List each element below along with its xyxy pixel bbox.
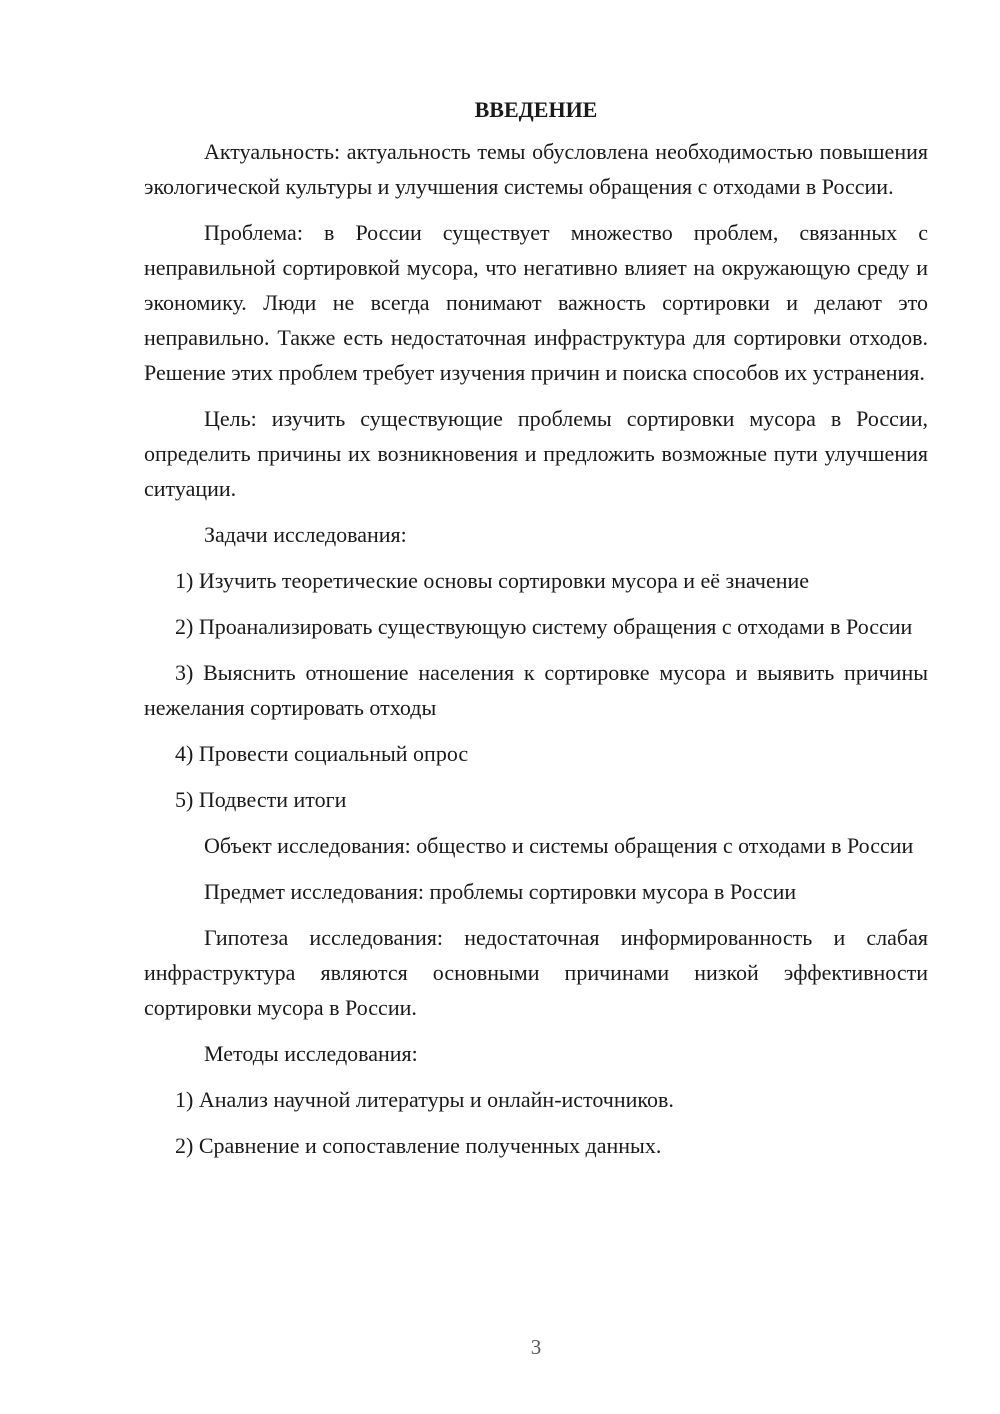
task-item-3: 3) Выяснить отношение населения к сортировке мусора и выявить причины нежелания сортировать отходы [144, 660, 928, 720]
task-item-2: 2) Проанализировать существующую систему обращения с отходами в России [175, 614, 913, 639]
page-number: 3 [530, 1335, 542, 1359]
research-subject-paragraph: Предмет исследования: проблемы сортировки мусора в России [204, 879, 797, 904]
section-heading: ВВЕДЕНИЕ [474, 97, 598, 122]
task-item-5: 5) Подвести итоги [175, 787, 347, 812]
method-item-1: 1) Анализ научной литературы и онлайн-источников. [175, 1087, 674, 1112]
relevance-paragraph: Актуальность: актуальность темы обусловлена необходимостью повышения экологической культуры и улучшения системы обращения с отходами в России. [144, 139, 928, 199]
method-item-2: 2) Сравнение и сопоставление полученных данных. [175, 1133, 662, 1158]
methods-title: Методы исследования: [204, 1041, 418, 1066]
page-content [144, 95, 928, 1174]
task-item-1: 1) Изучить теоретические основы сортировки мусора и её значение [175, 568, 810, 593]
hypothesis-paragraph: Гипотеза исследования: недостаточная информированность и слабая инфраструктура являются основными причинами низкой эффективности сортировки мусора в России. [144, 925, 928, 1020]
problem-paragraph: Проблема: в России существует множество проблем, связанных с неправильной сортировкой мусора, что негативно влияет на окружающую среду и экономику. Люди не всегда понимают важность сортировки и делают это неправильно. Также есть недостаточная инфраструктура для сортировки отходов. Решение этих проблем требует изучения причин и поиска способов их устранения. [144, 220, 928, 385]
research-object-paragraph: Объект исследования: общество и системы обращения с отходами в России [204, 833, 914, 858]
tasks-title: Задачи исследования: [204, 522, 407, 547]
goal-paragraph: Цель: изучить существующие проблемы сортировки мусора в России, определить причины их возникновения и предложить возможные пути улучшения ситуации. [144, 406, 928, 501]
task-item-4: 4) Провести социальный опрос [175, 741, 469, 766]
